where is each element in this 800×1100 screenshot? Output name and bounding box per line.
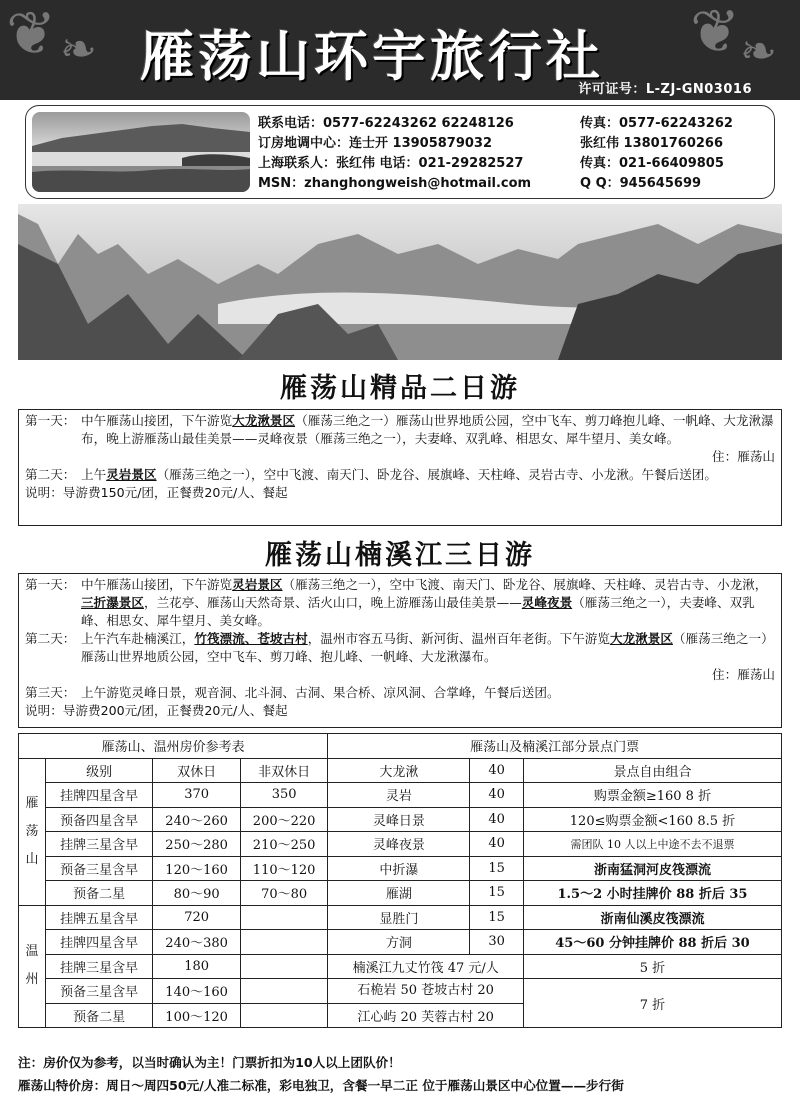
hotel-weekend-price: 250～280 [153,832,241,857]
table-row [19,979,782,1004]
hotel-weekday-price: 210～250 [240,832,328,857]
shanghai-contact-line: 上海联系人：张红伟 电话：021-29282527 [258,156,524,171]
footer-note: 注：房价仅为参考，以当时确认为主！门票折扣为10人以上团队价！ [18,1055,401,1070]
rafting-price: 45～60 分钟挂牌价 88 折后 30 [523,930,781,955]
swirl-ornament-right: ❦ [690,0,741,67]
highlight-scenic-area: 大龙湫景区 [609,631,673,646]
hotel-weekend-price: 100～120 [153,1003,241,1028]
day-label: 第三天： [25,685,76,700]
hotel-weekday-price [240,954,328,979]
swirl-ornament-right-2: ❧ [740,26,777,77]
day-label: 第一天： [25,413,76,428]
day-label: 第二天： [25,631,76,646]
ticket-price: 40 [470,807,524,832]
discount-rule: 120≤购票金额<160 8.5 折 [523,807,781,832]
table-row [19,832,782,857]
hotel-level: 挂牌四星含早 [46,783,153,808]
combo-discount: 7 折 [523,979,781,1028]
hotel-level: 挂牌四星含早 [46,930,153,955]
highlight-scenic-area: 三折瀑景区 [81,595,144,610]
ticket-price: 15 [470,856,524,881]
hotel-level: 预备三星含早 [46,856,153,881]
stay-location: 住：雁荡山 [712,667,775,682]
swirl-ornament-left-2: ❧ [60,24,97,75]
mountain-landscape-photo [18,204,782,360]
hotel-weekday-price [240,905,328,930]
tour2-title: 雁荡山楠溪江三日游 [265,540,535,571]
booking-center-line: 订房地调中心：连士开 13905879032 [258,136,493,151]
combo-tickets [328,979,524,1004]
ticket-price: 15 [470,905,524,930]
phone-line: 联系电话：0577-62243262 62248126 [258,116,514,131]
highlight-scenic-area: 灵岩景区 [232,577,283,592]
ticket-name: 灵峰日景 [328,807,470,832]
day-text: 上午汽车赴楠溪江， [81,631,195,646]
col-weekday-header: 非双休日 [240,758,328,783]
tour1-note: 说明：导游费150元/团，正餐费20元/人、餐起 [25,485,288,500]
price-table [18,733,782,1028]
qq-line: Q Q：945645699 [580,176,702,191]
ticket-name: 显胜门 [328,905,470,930]
col-weekend-header: 双休日 [153,758,241,783]
hotel-level: 预备四星含早 [46,807,153,832]
hotel-weekday-price [240,930,328,955]
day-text: 中午雁荡山接团，下午游览 [81,577,233,592]
ticket-price: 30 [470,930,524,955]
tour2-note: 说明：导游费200元/团，正餐费20元/人、餐起 [25,703,288,718]
hotel-weekend-price: 180 [153,954,241,979]
ticket-price: 40 [470,758,524,783]
hotel-level: 挂牌三星含早 [46,954,153,979]
hotel-level: 预备二星 [46,881,153,906]
combo-line: 江心屿 20 芙蓉古村 20 [328,1003,524,1028]
hotel-weekend-price: 80～90 [153,881,241,906]
table-row [19,930,782,955]
day-text: ，兰花亭、雁荡山天然奇景、活火山口，晚上游雁荡山最佳美景—— [143,595,522,610]
day-text: （雁荡三绝之一），空中飞渡、南天门、卧龙谷、展旗峰、天柱峰、灵岩古寺、小龙湫。午餐后送团。 [156,467,717,482]
hotel-table-header: 雁荡山、温州房价参考表 [19,734,328,759]
bamboo-discount: 5 折 [523,954,781,979]
license-number: 许可证号：L-ZJ-GN03016 [578,82,752,97]
hotel-weekend-price: 120～160 [153,856,241,881]
hotel-level: 挂牌三星含早 [46,832,153,857]
day-label: 第二天： [25,467,76,482]
fax-line: 传真：0577-62243262 [580,116,733,131]
rafting-name: 浙南猛洞河皮筏漂流 [523,856,781,881]
ticket-price: 40 [470,832,524,857]
region-yandangshan: 雁荡山 [19,758,46,905]
combo-line: 石桅岩 50 苍坡古村 20 [357,983,494,999]
hotel-weekend-price: 720 [153,905,241,930]
day-text: 上午 [81,467,107,482]
day-text: （雁荡三绝之一），空中飞渡、南天门、卧龙谷、展旗峰、天柱峰、灵岩古寺、小龙湫， [282,577,768,592]
table-row [19,954,782,979]
table-row [19,807,782,832]
hotel-weekday-price [240,1003,328,1028]
day-text: （雁荡三绝之一）雁荡山世界地质公园，空中飞车、剪刀峰抱儿峰、一帆峰、大龙湫瀑布，晚上游雁荡山最佳美景——灵峰夜景（雁荡三绝之一），夫妻峰、双乳峰、相思女、犀牛望月、美女峰。 [81,413,774,446]
day-text: （雁荡三绝之一），夫妻峰、双乳峰、相思女、犀牛望月、美女峰。 [81,595,755,628]
footer-special-room: 雁荡山特价房：周日～周四50元/人准二标准，彩电独卫，含餐一早二正 位于雁荡山景区中心位置——步行街 [18,1078,624,1093]
contact-row [258,114,768,134]
region-wenzhou: 温州 [19,905,46,1028]
tour2-day3 [25,684,775,702]
day-text: ，温州市容五马街、新河街、温州百年老街。下午游览 [307,631,610,646]
ticket-price: 40 [470,783,524,808]
table-row [19,758,782,783]
tour2-itinerary [18,573,782,728]
hotel-weekday-price: 70～80 [240,881,328,906]
highlight-scenic-area: 大龙湫景区 [232,413,296,428]
tour1-title: 雁荡山精品二日游 [280,373,520,404]
table-row [19,856,782,881]
rafting-name: 浙南仙溪皮筏漂流 [523,905,781,930]
day-text: 上午游览灵峰日景，观音洞、北斗洞、古洞、果合桥、凉风洞、合掌峰，午餐后送团。 [81,685,560,700]
contact-row [258,174,768,194]
table-row [19,881,782,906]
day-text: （雁荡三绝之一）雁荡山世界地质公园，空中飞车、剪刀峰、抱儿峰、一帆峰、大龙湫瀑布。 [81,631,774,664]
tour2-day2 [25,630,775,666]
group-rule: 需团队 10 人以上中途不去不退票 [523,832,781,857]
contact-row [258,154,768,174]
hotel-weekend-price: 370 [153,783,241,808]
lake-photo [32,112,250,192]
day-text: 中午雁荡山接团，下午游览 [81,413,233,428]
bamboo-raft-ticket: 楠溪江九丈竹筏 47 元/人 [328,954,524,979]
hotel-weekday-price [240,979,328,1004]
stay-location: 住：雁荡山 [712,449,775,464]
contact-row [258,134,768,154]
hotel-weekend-price: 240～380 [153,930,241,955]
hotel-weekday-price: 200～220 [240,807,328,832]
highlight-scenic-area: 灵岩景区 [106,467,157,482]
col-level-header: 级别 [46,758,153,783]
table-header-row [19,734,782,759]
hotel-level: 预备三星含早 [46,979,153,1004]
highlight-scenic-area: 竹筏漂流、苍坡古村 [194,631,308,646]
table-row [19,905,782,930]
table-row [19,783,782,808]
header-banner [0,0,800,100]
day-label: 第一天： [25,577,76,592]
discount-rule: 购票金额≥160 8 折 [523,783,781,808]
mobile-line: 张红伟 13801760266 [580,136,724,151]
agency-title: 雁荡山环宇旅行社 [140,25,604,88]
ticket-table-header: 雁荡山及楠溪江部分景点门票 [328,734,782,759]
tour1-day2 [25,466,775,484]
ticket-name: 大龙湫 [328,758,470,783]
hotel-weekday-price: 350 [240,783,328,808]
hotel-weekend-price: 240～260 [153,807,241,832]
ticket-name: 灵峰夜景 [328,832,470,857]
ticket-price: 15 [470,881,524,906]
swirl-ornament-left: ❦ [6,0,57,69]
hotel-level: 预备二星 [46,1003,153,1028]
msn-line: MSN：zhanghongweish@hotmail.com [258,176,532,191]
rafting-price: 1.5～2 小时挂牌价 88 折后 35 [523,881,781,906]
hotel-weekend-price: 140～160 [153,979,241,1004]
hotel-level: 挂牌五星含早 [46,905,153,930]
ticket-name: 灵岩 [328,783,470,808]
contact-panel [25,105,775,199]
ticket-name: 中折瀑 [328,856,470,881]
highlight-scenic-area: 灵峰夜景 [521,595,573,610]
ticket-name: 雁湖 [328,881,470,906]
hotel-weekday-price: 110～120 [240,856,328,881]
tour1-day1 [25,412,775,448]
tour2-day1 [25,576,775,630]
ticket-name: 方洞 [328,930,470,955]
combo-note: 景点自由组合 [523,758,781,783]
shanghai-fax-line: 传真：021-66409805 [580,156,724,171]
tour1-itinerary [18,409,782,526]
